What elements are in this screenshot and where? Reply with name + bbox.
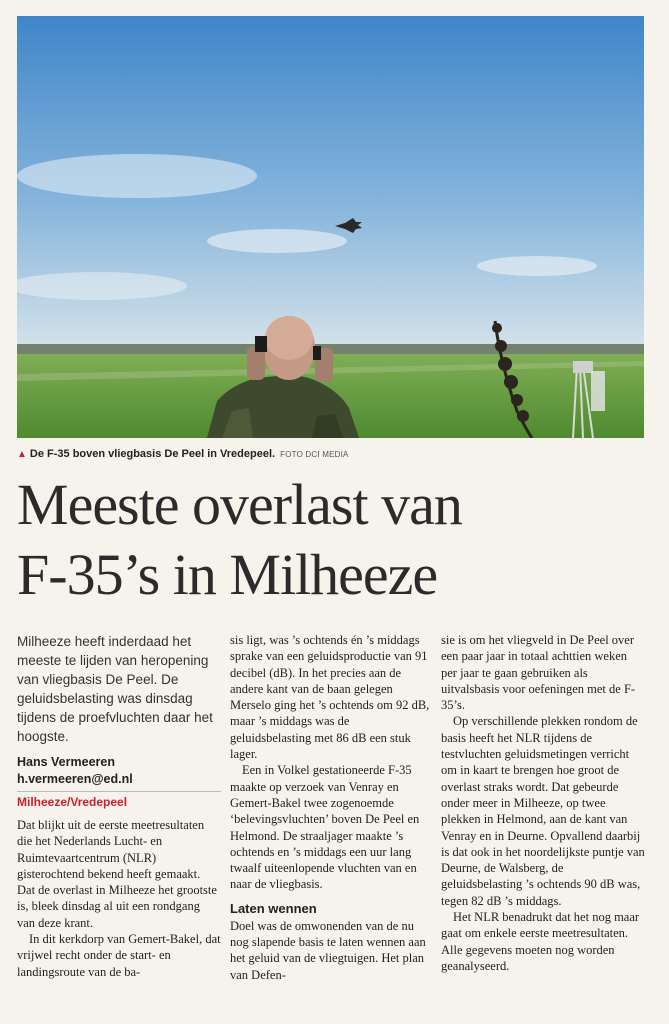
- body-paragraph: Op verschillende plekken rondom de basis heeft het NLR tijdens de testvluchten geluidsmetingen verricht om in kaart te brengen hoe groot de overlast straks wordt. Dat gebeurde onder meer in Milheeze, op twee plekken in Helmond, aan de kant van Venray en in Deurne. Opvallend daarbij is dat ook in het noordelijkste puntje van Deurne, de Walsberg, de geluidsbelasting ’s ochtends 90 dB was, tegen 82 dB ’s middags.: [441, 714, 645, 908]
- headline: [17, 470, 657, 610]
- author-name: Hans Vermeeren: [17, 755, 115, 769]
- photo-caption: [17, 448, 644, 460]
- column-3: [441, 632, 645, 974]
- author-email[interactable]: h.vermeeren@ed.nl: [17, 772, 133, 786]
- intro-paragraph: Milheeze heeft inderdaad het meeste te lijden van heropening van vliegbasis De Peel. De geluidsbelasting was dinsdag tijdens de proefvluchten daar het hoogste.: [17, 634, 213, 744]
- caption-text: De F-35 boven vliegbasis De Peel in Vredepeel.: [29, 448, 276, 460]
- body-paragraph: sis ligt, was ’s ochtends én ’s middags sprake van een geluidsproductie van 91 decibel (dB). In het precies aan de andere kant van de baan gelegen Merselo ging het ’s ochtends om 92 dB, maar ’s middags was de geluidsbelasting met 86 dB een stuk lager.: [230, 633, 430, 762]
- article-photo: [17, 16, 644, 438]
- body-paragraph: Doel was de omwonenden van de nu nog slapende basis te laten wennen aan het geluid van de vliegtuigen. Het plan van Defen-: [230, 918, 426, 982]
- body-col-1: [17, 817, 221, 980]
- body-paragraph: sie is om het vliegveld in De Peel over een paar jaar in totaal achttien weken per jaar te gaan gebruiken als uitvalsbasis voor oefeningen met de F-35’s.: [441, 633, 636, 713]
- photo-credit: FOTO DCI MEDIA: [280, 450, 349, 459]
- body-paragraph: In dit kerkdorp van Gemert-Bakel, dat vrijwel recht onder de start- en landingsroute van de ba-: [17, 932, 221, 979]
- body-paragraph: Dat blijkt uit de eerste meetresultaten die het Nederlands Lucht- en Ruimtevaartcentrum (NLR) gisterochtend bekend heeft gemaakt. Dat de overlast in Milheeze het grootste is, bleek dinsdag al uit een rondgang van deze krant.: [17, 818, 217, 930]
- column-2: [230, 632, 432, 983]
- byline-divider: [17, 791, 221, 792]
- column-1: [17, 632, 221, 980]
- dateline: Milheeze/Vredepeel: [17, 795, 128, 809]
- headline-line-2: F-35’s in Milheeze: [17, 542, 438, 607]
- caption-marker-icon: ▲: [17, 449, 27, 460]
- f35-photo-illustration: [17, 16, 644, 438]
- headline-line-1: Meeste overlast van: [17, 472, 462, 537]
- body-paragraph: Een in Volkel gestationeerde F-35 maakte op verzoek van Venray en Gemert-Bakel twee zogenoemde ‘belevingsvluchten’ boven De Peel en Helmond. De straaljager maakte ’s ochtends en ’s middags een uur lang twaalf uiteenlopende vluchten van en naar de vliegbasis.: [230, 763, 420, 892]
- body-paragraph: Het NLR benadrukt dat het nog maar gaat om enkele eerste meetresultaten. Alle gegevens moeten nog worden geanalyseerd.: [441, 910, 640, 973]
- subheading: Laten wennen: [230, 900, 317, 916]
